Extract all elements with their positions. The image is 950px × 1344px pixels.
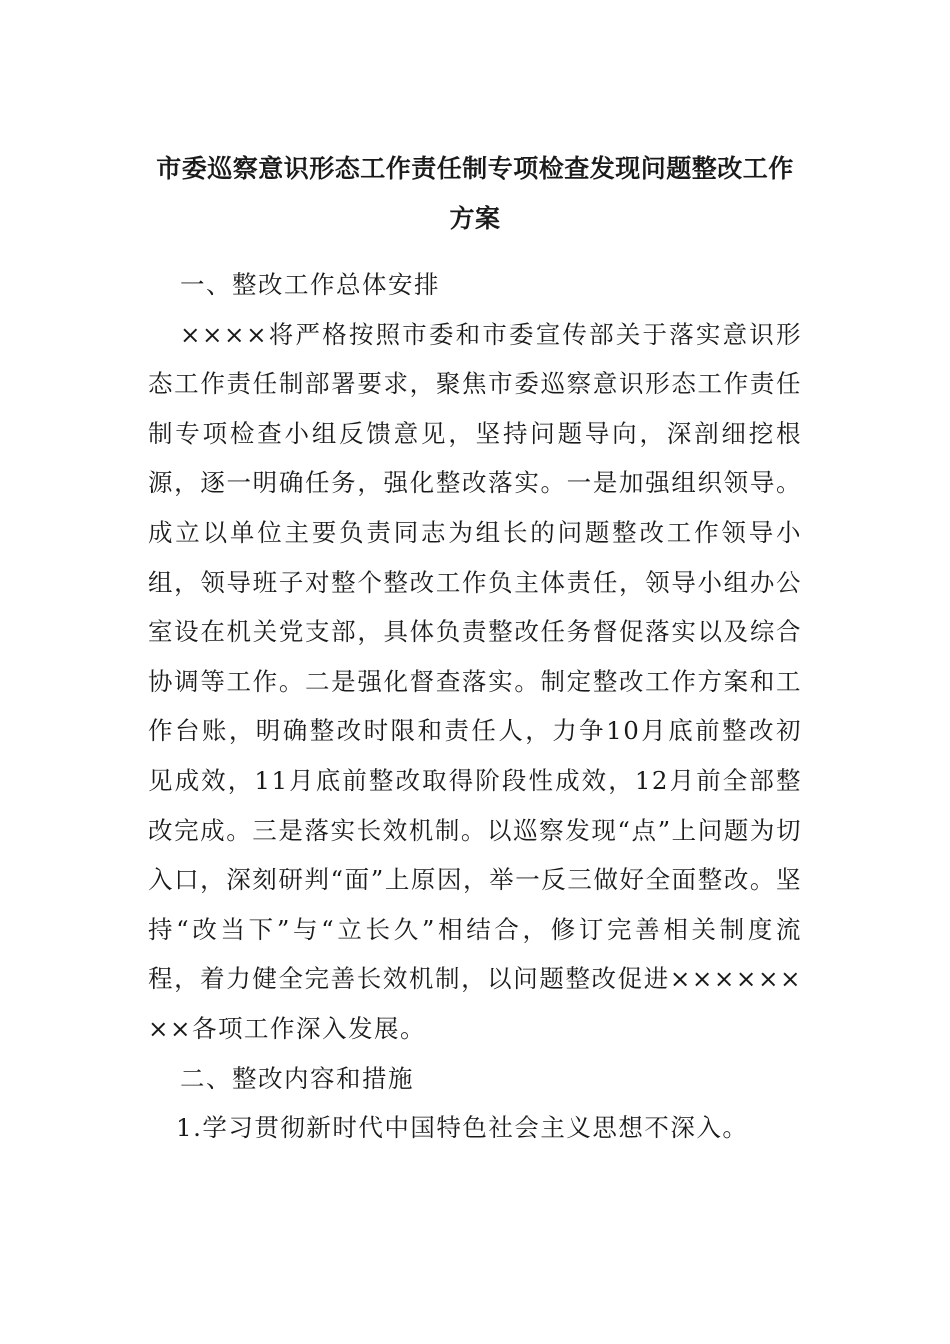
section-heading-2: 二、整改内容和措施	[180, 1063, 414, 1093]
document-body	[148, 260, 802, 1153]
document-title: 市委巡察意识形态工作责任制专项检查发现问题整改工作方案	[156, 154, 794, 233]
list-item-1: 1.学习贯彻新时代中国特色社会主义思想不深入。	[176, 1113, 749, 1143]
section-heading-1: 一、整改工作总体安排	[180, 270, 440, 299]
section-paragraph-1: ××××将严格按照市委和市委宣传部关于落实意识形态工作责任制部署要求，聚焦市委巡察意识形态工作责任制专项检查小组反馈意见，坚持问题导向，深剖细挖根源，逐一明确任务，强化整改落实。一是加强组织领导。成立以单位主要负责同志为组长的问题整改工作领导小组，领导班子对整个整改工作负主体责任，领导小组办公室设在机关党支部，具体负责整改任务督促落实以及综合协调等工作。二是强化督查落实。制定整改工作方案和工作台账，明确整改时限和责任人，力争10月底前整改初见成效，11月底前整改取得阶段性成效，12月前全部整改完成。三是落实长效机制。以巡察发现“点”上问题为切入口，深刻研判“面”上原因，举一反三做好全面整改。坚持“改当下”与“立长久”相结合，修订完善相关制度流程，着力健全完善长效机制，以问题整改促进××××××××各项工作深入发展。	[148, 319, 802, 1043]
